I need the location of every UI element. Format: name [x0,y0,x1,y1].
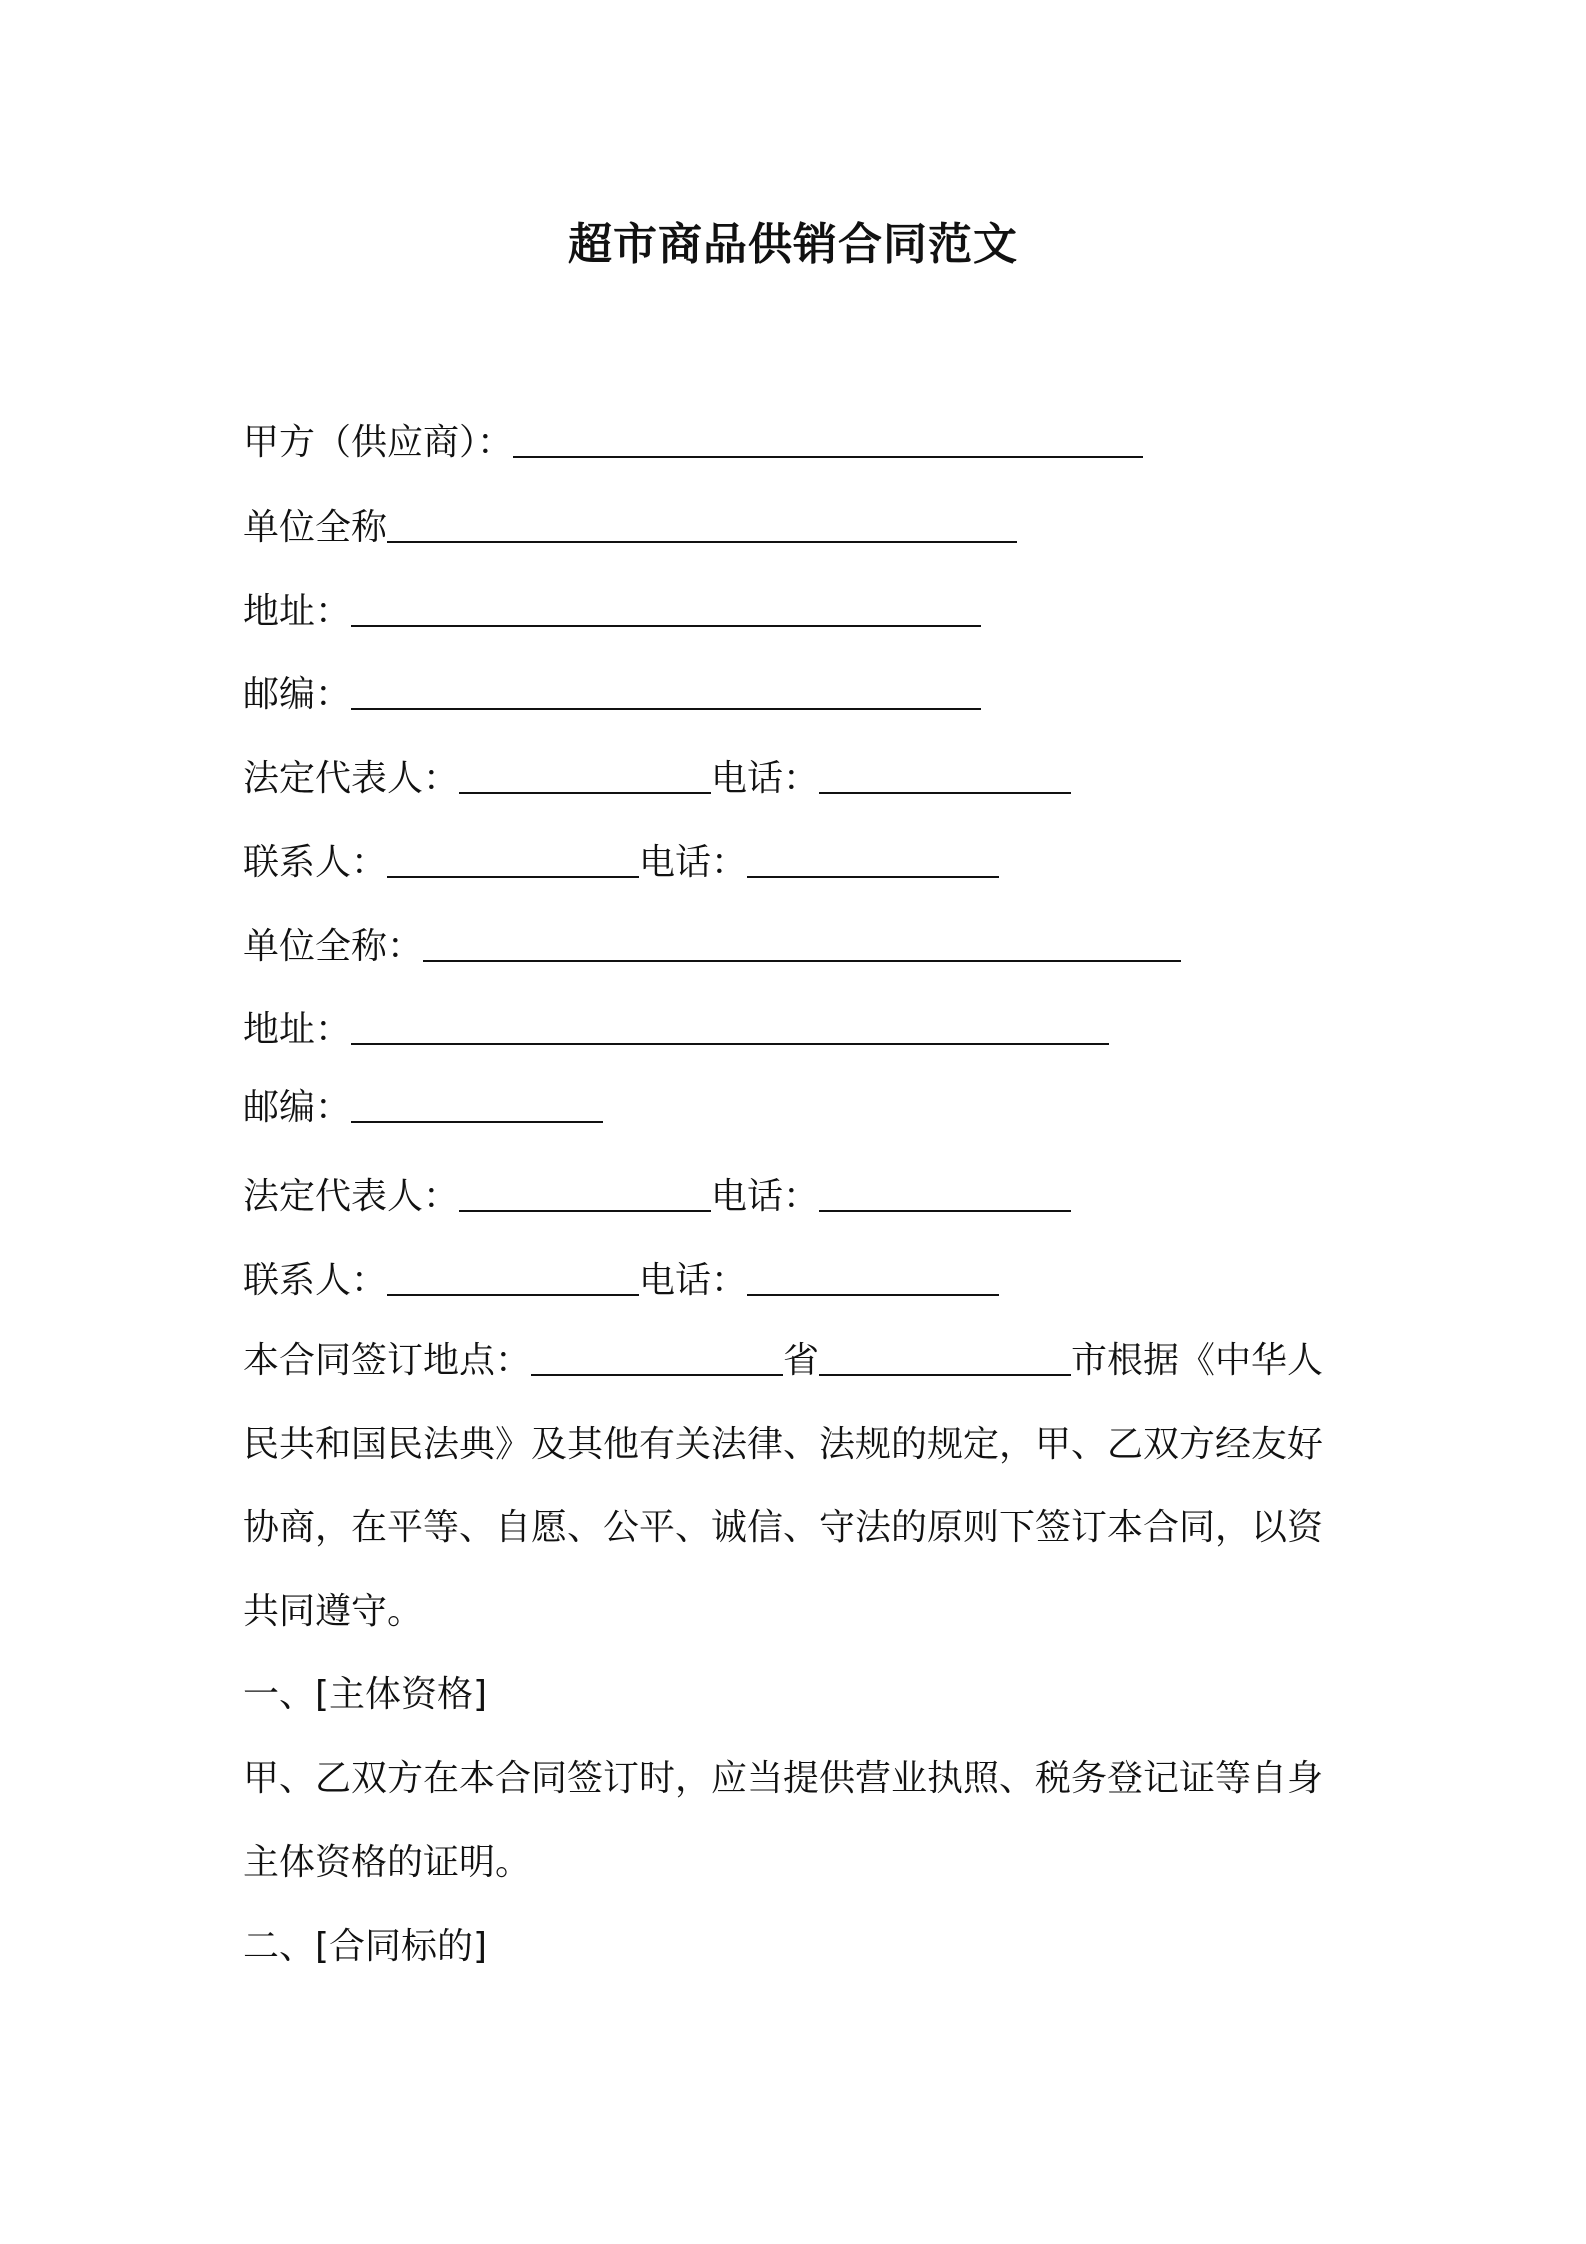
party-a-postcode-blank[interactable] [351,672,981,710]
party-b-address-line [243,1005,1109,1055]
party-b-contact-phone-label: 电话： [639,1260,748,1301]
party-a-phone-label: 电话： [711,758,820,799]
party-b-unit-line [243,922,1181,972]
signing-city-blank[interactable] [819,1338,1071,1376]
party-a-unit-blank[interactable] [387,505,1017,543]
party-b-legal-rep-label: 法定代表人： [243,1176,460,1217]
party-a-blank[interactable] [513,420,1143,458]
party-b-postcode-blank[interactable] [351,1085,603,1123]
party-a-address-blank[interactable] [351,589,981,627]
party-a-contact-label: 联系人： [243,842,388,883]
party-a-contact-phone-blank[interactable] [747,840,999,878]
signing-city-text: 市根据《中华人 [1071,1340,1324,1381]
party-a-contact-line [243,838,999,888]
party-a-postcode-label: 邮编： [243,674,352,715]
party-a-phone-blank[interactable] [819,756,1071,794]
party-a-contact-blank[interactable] [387,840,639,878]
section-1-line-2: 主体资格的证明。 [243,1842,532,1883]
party-a-address-line [243,587,981,637]
party-a-legal-rep-blank[interactable] [459,756,711,794]
party-b-contact-line [243,1256,999,1306]
signing-province-label: 省 [783,1340,820,1381]
party-b-contact-blank[interactable] [387,1258,639,1296]
document-title: 超市商品供销合同范文 [568,219,1018,270]
signing-place-label: 本合同签订地点： [243,1340,532,1381]
signing-line-4: 共同遵守。 [243,1591,424,1632]
party-a-label: 甲方（供应商）： [243,422,514,463]
party-b-contact-label: 联系人： [243,1260,388,1301]
section-2-heading: 二、[合同标的] [243,1926,488,1967]
party-b-unit-label: 单位全称： [243,926,424,967]
party-a-legal-rep-label: 法定代表人： [243,758,460,799]
section-1-line-1: 甲、乙双方在本合同签订时，应当提供营业执照、税务登记证等自身 [243,1758,1324,1799]
party-b-contact-phone-blank[interactable] [747,1258,999,1296]
signing-line-2: 民共和国民法典》及其他有关法律、法规的规定，甲、乙双方经友好 [243,1424,1324,1465]
party-b-phone-blank[interactable] [819,1174,1071,1212]
party-b-legal-rep-blank[interactable] [459,1174,711,1212]
party-a-line [243,418,1143,468]
signing-place-line [243,1336,1323,1386]
party-b-phone-label: 电话： [711,1176,820,1217]
section-1-heading: 一、[主体资格] [243,1674,488,1715]
party-a-unit-label: 单位全称 [243,507,388,548]
signing-line-3: 协商，在平等、自愿、公平、诚信、守法的原则下签订本合同，以资 [243,1507,1324,1548]
party-b-address-label: 地址： [243,1009,352,1050]
party-b-unit-blank[interactable] [423,924,1181,962]
party-a-legal-rep-line [243,754,1071,804]
party-b-address-blank[interactable] [351,1007,1109,1045]
party-a-address-label: 地址： [243,591,352,632]
party-a-contact-phone-label: 电话： [639,842,748,883]
party-a-unit-line [243,503,1017,553]
signing-province-blank[interactable] [531,1338,783,1376]
party-b-legal-rep-line [243,1172,1071,1222]
party-b-postcode-line [243,1083,603,1133]
party-a-postcode-line [243,670,981,720]
party-b-postcode-label: 邮编： [243,1087,352,1128]
